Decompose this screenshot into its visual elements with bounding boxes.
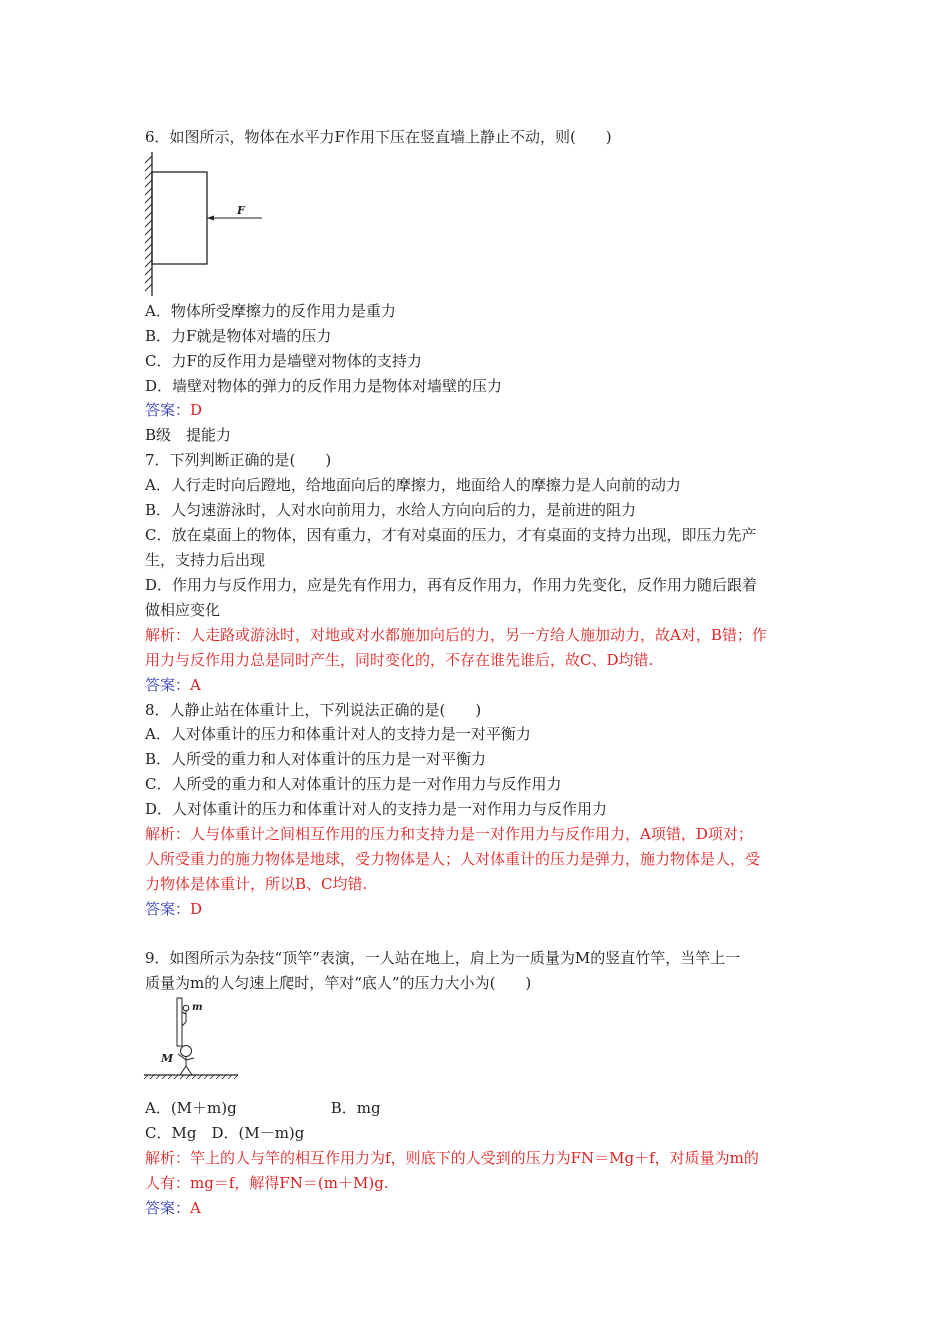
q9-options-cd [145, 1124, 304, 1142]
q8-answer: 答案：D [145, 900, 203, 918]
q9-option-a: A．(M＋m)g [145, 1099, 237, 1117]
q7-option-a: A．人行走时向后蹬地，给地面向后的摩擦力，地面给人的摩擦力是人向前的动力 [145, 476, 681, 494]
q9-option-c: C．Mg [145, 1124, 197, 1142]
q8-analysis-cont-2: 力物体是体重计，所以B、C均错. [145, 875, 368, 893]
pole-climbing-diagram [142, 996, 242, 1080]
section-title: B级 提能力 [145, 426, 232, 444]
q7-option-d-cont: 做相应变化 [145, 601, 221, 619]
q8-option-a: A．人对体重计的压力和体重计对人的支持力是一对平衡力 [145, 725, 531, 743]
q8-option-c: C．人所受的重力和人对体重计的压力是一对作用力与反作用力 [145, 775, 562, 793]
pole-mass-label: M [161, 1052, 174, 1065]
q9-analysis: 解析：竿上的人与竿的相互作用力为f，则底下的人受到的压力为FN＝Mg＋f，对质量为m的 [145, 1149, 759, 1167]
q6-option-c: C．力F的反作用力是墙壁对物体的支持力 [145, 352, 422, 370]
q9-stem: 9．如图所示为杂技“顶竿”表演，一人站在地上，肩上为一质量为M的竖直竹竿，当竿上一 [145, 949, 741, 967]
force-f-label: F [237, 204, 245, 217]
q6-option-a: A．物体所受摩擦力的反作用力是重力 [145, 302, 396, 320]
wall-block-force-diagram [140, 150, 270, 298]
q8-option-d: D．人对体重计的压力和体重计对人的支持力是一对作用力与反作用力 [145, 800, 608, 818]
q6-option-b: B．力F就是物体对墙的压力 [145, 327, 332, 345]
q7-option-d: D．作用力与反作用力，应是先有作用力，再有反作用力，作用力先变化，反作用力随后跟着 [145, 576, 758, 594]
climber-m-label: m [192, 1002, 203, 1013]
q9-option-b: B．mg [330, 1099, 381, 1117]
q9-option-d: D．(M－m)g [211, 1124, 305, 1142]
q7-answer: 答案：A [145, 676, 201, 694]
q7-option-c-cont: 生，支持力后出现 [145, 551, 266, 569]
q7-stem: 7．下列判断正确的是( ) [145, 451, 332, 469]
q7-option-b: B．人匀速游泳时，人对水向前用力，水给人方向向后的力，是前进的阻力 [145, 501, 637, 519]
q6-answer: 答案：D [145, 401, 203, 419]
q6-option-d: D．墙壁对物体的弹力的反作用力是物体对墙壁的压力 [145, 377, 503, 395]
q8-analysis: 解析：人与体重计之间相互作用的压力和支持力是一对作用力与反作用力，A项错，D项对； [145, 825, 753, 843]
q8-analysis-cont-1: 人所受重力的施力物体是地球，受力物体是人；人对体重计的压力是弹力，施力物体是人，受 [145, 850, 761, 868]
q7-analysis-cont: 用力与反作用力总是同时产生，同时变化的，不存在谁先谁后，故C、D均错. [145, 651, 654, 669]
q9-answer: 答案：A [145, 1199, 201, 1217]
q7-analysis: 解析：人走路或游泳时，对地或对水都施加向后的力，另一方给人施加动力，故A对，B错；作 [145, 626, 767, 644]
q6-stem: 6．如图所示，物体在水平力F作用下压在竖直墙上静止不动，则( ) [145, 128, 612, 146]
q9-analysis-cont: 人有：mg＝f，解得FN＝(m＋M)g. [145, 1174, 389, 1192]
q7-option-c: C．放在桌面上的物体，因有重力，才有对桌面的压力，才有桌面的支持力出现，即压力先产 [145, 526, 757, 544]
q9-options-ab [145, 1099, 381, 1117]
q8-stem: 8．人静止站在体重计上，下列说法正确的是( ) [145, 701, 482, 719]
q9-stem-cont: 质量为m的人匀速上爬时，竿对“底人”的压力大小为( ) [145, 974, 532, 992]
q8-option-b: B．人所受的重力和人对体重计的压力是一对平衡力 [145, 750, 487, 768]
